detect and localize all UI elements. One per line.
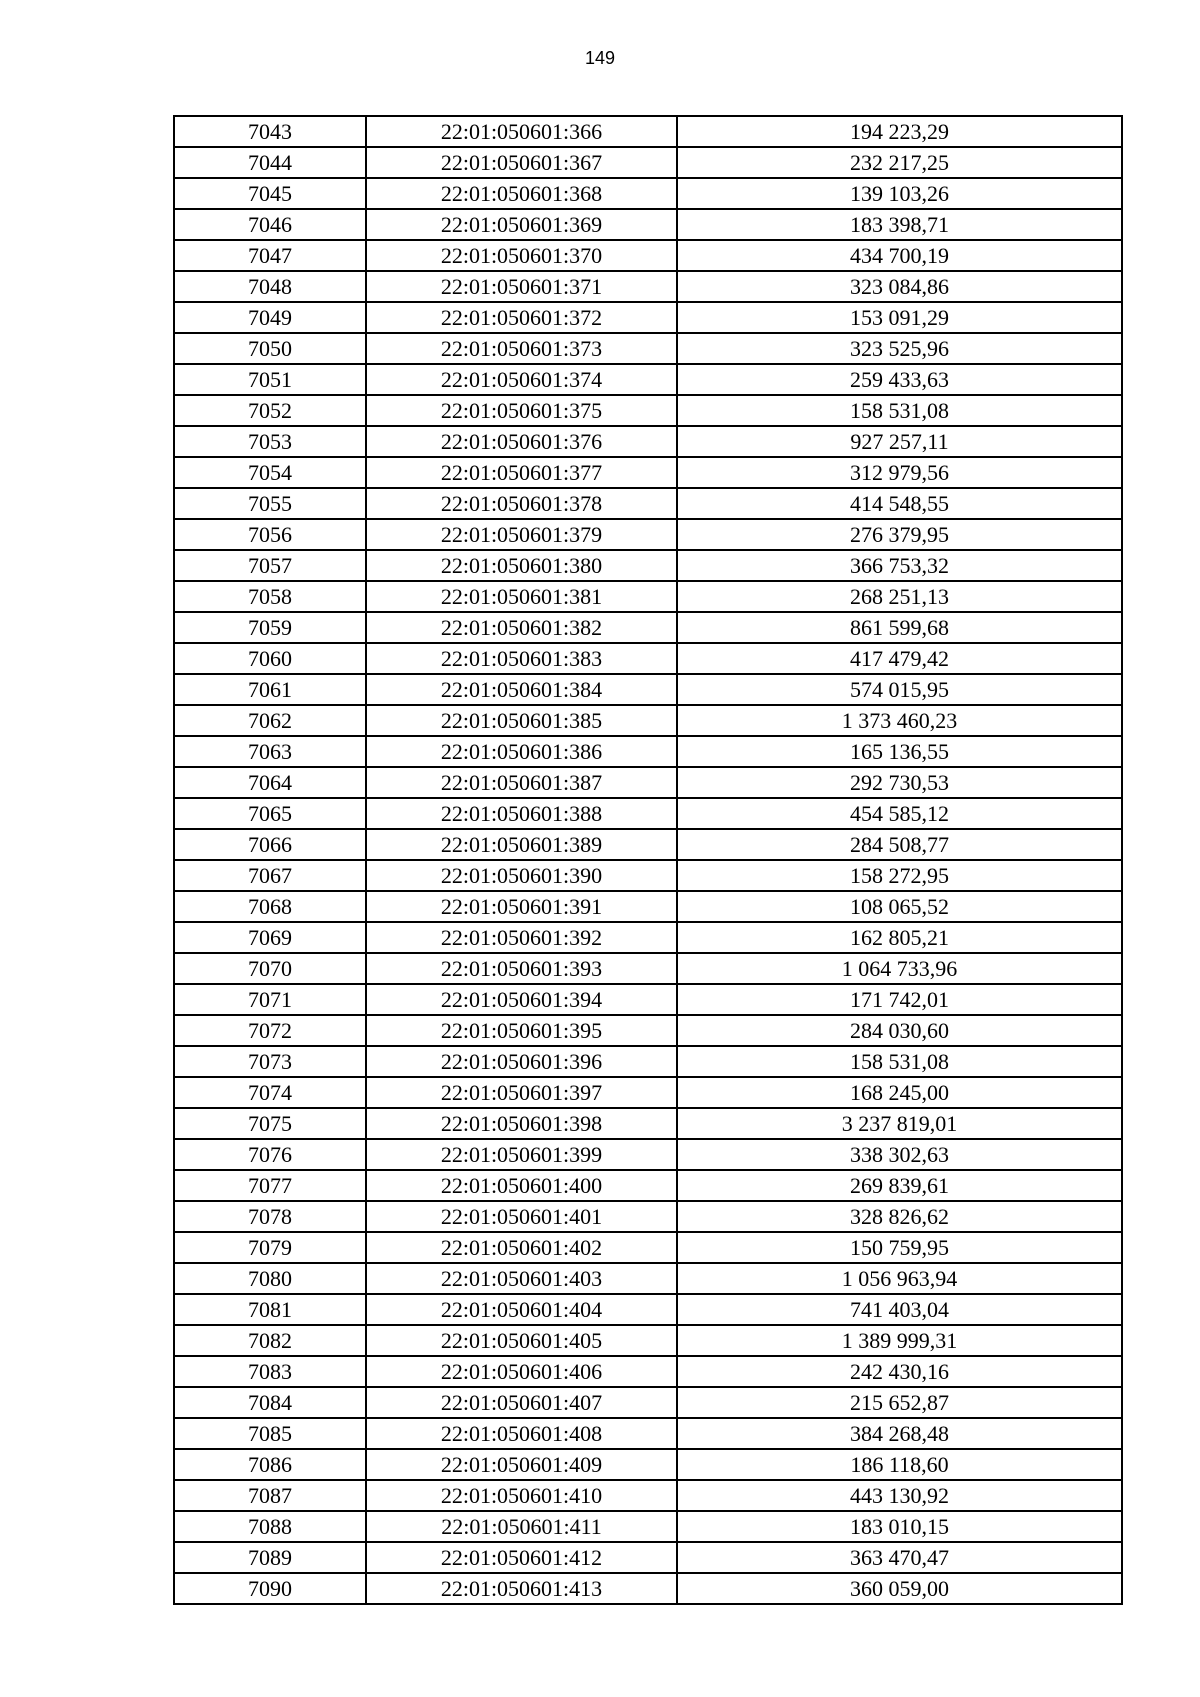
table-row xyxy=(174,333,1122,364)
row-number-cell: 7051 xyxy=(174,364,366,395)
table-row xyxy=(174,209,1122,240)
row-number-cell: 7090 xyxy=(174,1573,366,1604)
table-row xyxy=(174,798,1122,829)
table-row xyxy=(174,736,1122,767)
row-number-cell: 7073 xyxy=(174,1046,366,1077)
row-number-cell: 7076 xyxy=(174,1139,366,1170)
amount-cell: 927 257,11 xyxy=(677,426,1122,457)
amount-cell: 284 508,77 xyxy=(677,829,1122,860)
amount-cell: 158 531,08 xyxy=(677,1046,1122,1077)
cadastral-number-cell: 22:01:050601:368 xyxy=(366,178,677,209)
cadastral-number-cell: 22:01:050601:370 xyxy=(366,240,677,271)
cadastral-number-cell: 22:01:050601:402 xyxy=(366,1232,677,1263)
cadastral-number-cell: 22:01:050601:375 xyxy=(366,395,677,426)
row-number-cell: 7071 xyxy=(174,984,366,1015)
table-row xyxy=(174,240,1122,271)
cadastral-number-cell: 22:01:050601:406 xyxy=(366,1356,677,1387)
table-row xyxy=(174,1418,1122,1449)
table-row xyxy=(174,1201,1122,1232)
table-row xyxy=(174,1449,1122,1480)
table-row xyxy=(174,643,1122,674)
cadastral-number-cell: 22:01:050601:410 xyxy=(366,1480,677,1511)
amount-cell: 158 531,08 xyxy=(677,395,1122,426)
amount-cell: 328 826,62 xyxy=(677,1201,1122,1232)
amount-cell: 443 130,92 xyxy=(677,1480,1122,1511)
amount-cell: 414 548,55 xyxy=(677,488,1122,519)
cadastral-number-cell: 22:01:050601:378 xyxy=(366,488,677,519)
cadastral-number-cell: 22:01:050601:386 xyxy=(366,736,677,767)
amount-cell: 434 700,19 xyxy=(677,240,1122,271)
amount-cell: 242 430,16 xyxy=(677,1356,1122,1387)
table-row xyxy=(174,116,1122,147)
row-number-cell: 7070 xyxy=(174,953,366,984)
amount-cell: 312 979,56 xyxy=(677,457,1122,488)
cadastral-number-cell: 22:01:050601:389 xyxy=(366,829,677,860)
cadastral-number-cell: 22:01:050601:369 xyxy=(366,209,677,240)
table-row xyxy=(174,705,1122,736)
table-row xyxy=(174,1542,1122,1573)
cadastral-number-cell: 22:01:050601:387 xyxy=(366,767,677,798)
row-number-cell: 7048 xyxy=(174,271,366,302)
amount-cell: 276 379,95 xyxy=(677,519,1122,550)
table-row xyxy=(174,1015,1122,1046)
cadastral-number-cell: 22:01:050601:382 xyxy=(366,612,677,643)
table-row xyxy=(174,1077,1122,1108)
amount-cell: 323 084,86 xyxy=(677,271,1122,302)
table-row xyxy=(174,767,1122,798)
row-number-cell: 7065 xyxy=(174,798,366,829)
cadastral-number-cell: 22:01:050601:383 xyxy=(366,643,677,674)
row-number-cell: 7089 xyxy=(174,1542,366,1573)
row-number-cell: 7056 xyxy=(174,519,366,550)
cadastral-number-cell: 22:01:050601:384 xyxy=(366,674,677,705)
row-number-cell: 7088 xyxy=(174,1511,366,1542)
amount-cell: 574 015,95 xyxy=(677,674,1122,705)
table-row xyxy=(174,1480,1122,1511)
cadastral-number-cell: 22:01:050601:397 xyxy=(366,1077,677,1108)
row-number-cell: 7058 xyxy=(174,581,366,612)
row-number-cell: 7084 xyxy=(174,1387,366,1418)
table-row xyxy=(174,1325,1122,1356)
table-row xyxy=(174,860,1122,891)
table-row xyxy=(174,395,1122,426)
row-number-cell: 7046 xyxy=(174,209,366,240)
row-number-cell: 7072 xyxy=(174,1015,366,1046)
row-number-cell: 7083 xyxy=(174,1356,366,1387)
row-number-cell: 7060 xyxy=(174,643,366,674)
table-row xyxy=(174,829,1122,860)
row-number-cell: 7055 xyxy=(174,488,366,519)
amount-cell: 162 805,21 xyxy=(677,922,1122,953)
cadastral-number-cell: 22:01:050601:412 xyxy=(366,1542,677,1573)
amount-cell: 215 652,87 xyxy=(677,1387,1122,1418)
amount-cell: 363 470,47 xyxy=(677,1542,1122,1573)
cadastral-number-cell: 22:01:050601:395 xyxy=(366,1015,677,1046)
table-row xyxy=(174,178,1122,209)
table-row xyxy=(174,1387,1122,1418)
cadastral-number-cell: 22:01:050601:400 xyxy=(366,1170,677,1201)
cadastral-number-cell: 22:01:050601:404 xyxy=(366,1294,677,1325)
table-row xyxy=(174,426,1122,457)
row-number-cell: 7079 xyxy=(174,1232,366,1263)
row-number-cell: 7054 xyxy=(174,457,366,488)
table-row xyxy=(174,302,1122,333)
row-number-cell: 7080 xyxy=(174,1263,366,1294)
table-row xyxy=(174,1294,1122,1325)
data-table xyxy=(173,115,1123,1605)
row-number-cell: 7045 xyxy=(174,178,366,209)
cadastral-number-cell: 22:01:050601:413 xyxy=(366,1573,677,1604)
amount-cell: 366 753,32 xyxy=(677,550,1122,581)
cadastral-number-cell: 22:01:050601:376 xyxy=(366,426,677,457)
row-number-cell: 7068 xyxy=(174,891,366,922)
row-number-cell: 7050 xyxy=(174,333,366,364)
table-row xyxy=(174,674,1122,705)
amount-cell: 269 839,61 xyxy=(677,1170,1122,1201)
amount-cell: 153 091,29 xyxy=(677,302,1122,333)
table-row xyxy=(174,271,1122,302)
cadastral-number-cell: 22:01:050601:411 xyxy=(366,1511,677,1542)
amount-cell: 454 585,12 xyxy=(677,798,1122,829)
cadastral-number-cell: 22:01:050601:379 xyxy=(366,519,677,550)
amount-cell: 338 302,63 xyxy=(677,1139,1122,1170)
row-number-cell: 7082 xyxy=(174,1325,366,1356)
cadastral-number-cell: 22:01:050601:394 xyxy=(366,984,677,1015)
amount-cell: 323 525,96 xyxy=(677,333,1122,364)
row-number-cell: 7077 xyxy=(174,1170,366,1201)
table-row xyxy=(174,612,1122,643)
cadastral-number-cell: 22:01:050601:371 xyxy=(366,271,677,302)
row-number-cell: 7074 xyxy=(174,1077,366,1108)
table-row xyxy=(174,984,1122,1015)
table-row xyxy=(174,1170,1122,1201)
table-row xyxy=(174,1046,1122,1077)
table-row xyxy=(174,922,1122,953)
amount-cell: 284 030,60 xyxy=(677,1015,1122,1046)
cadastral-number-cell: 22:01:050601:407 xyxy=(366,1387,677,1418)
row-number-cell: 7059 xyxy=(174,612,366,643)
row-number-cell: 7049 xyxy=(174,302,366,333)
amount-cell: 168 245,00 xyxy=(677,1077,1122,1108)
cadastral-number-cell: 22:01:050601:401 xyxy=(366,1201,677,1232)
row-number-cell: 7078 xyxy=(174,1201,366,1232)
amount-cell: 183 010,15 xyxy=(677,1511,1122,1542)
amount-cell: 360 059,00 xyxy=(677,1573,1122,1604)
cadastral-number-cell: 22:01:050601:366 xyxy=(366,116,677,147)
table-row xyxy=(174,953,1122,984)
cadastral-number-cell: 22:01:050601:408 xyxy=(366,1418,677,1449)
amount-cell: 194 223,29 xyxy=(677,116,1122,147)
row-number-cell: 7081 xyxy=(174,1294,366,1325)
cadastral-number-cell: 22:01:050601:405 xyxy=(366,1325,677,1356)
table-row xyxy=(174,488,1122,519)
row-number-cell: 7061 xyxy=(174,674,366,705)
amount-cell: 108 065,52 xyxy=(677,891,1122,922)
cadastral-number-cell: 22:01:050601:393 xyxy=(366,953,677,984)
row-number-cell: 7043 xyxy=(174,116,366,147)
amount-cell: 292 730,53 xyxy=(677,767,1122,798)
table-body xyxy=(174,116,1122,1604)
amount-cell: 268 251,13 xyxy=(677,581,1122,612)
table-row xyxy=(174,519,1122,550)
amount-cell: 150 759,95 xyxy=(677,1232,1122,1263)
row-number-cell: 7053 xyxy=(174,426,366,457)
cadastral-number-cell: 22:01:050601:380 xyxy=(366,550,677,581)
amount-cell: 3 237 819,01 xyxy=(677,1108,1122,1139)
cadastral-number-cell: 22:01:050601:398 xyxy=(366,1108,677,1139)
amount-cell: 1 064 733,96 xyxy=(677,953,1122,984)
cadastral-number-cell: 22:01:050601:385 xyxy=(366,705,677,736)
row-number-cell: 7052 xyxy=(174,395,366,426)
row-number-cell: 7047 xyxy=(174,240,366,271)
cadastral-number-cell: 22:01:050601:388 xyxy=(366,798,677,829)
cadastral-number-cell: 22:01:050601:374 xyxy=(366,364,677,395)
amount-cell: 171 742,01 xyxy=(677,984,1122,1015)
cadastral-number-cell: 22:01:050601:403 xyxy=(366,1263,677,1294)
table-row xyxy=(174,1511,1122,1542)
cadastral-number-cell: 22:01:050601:373 xyxy=(366,333,677,364)
table-row xyxy=(174,1139,1122,1170)
row-number-cell: 7066 xyxy=(174,829,366,860)
table-row xyxy=(174,147,1122,178)
cadastral-number-cell: 22:01:050601:381 xyxy=(366,581,677,612)
table-row xyxy=(174,1232,1122,1263)
table-row xyxy=(174,1108,1122,1139)
amount-cell: 165 136,55 xyxy=(677,736,1122,767)
cadastral-number-cell: 22:01:050601:390 xyxy=(366,860,677,891)
row-number-cell: 7044 xyxy=(174,147,366,178)
row-number-cell: 7069 xyxy=(174,922,366,953)
amount-cell: 183 398,71 xyxy=(677,209,1122,240)
amount-cell: 1 056 963,94 xyxy=(677,1263,1122,1294)
amount-cell: 259 433,63 xyxy=(677,364,1122,395)
table-row xyxy=(174,364,1122,395)
amount-cell: 139 103,26 xyxy=(677,178,1122,209)
table-row xyxy=(174,1263,1122,1294)
row-number-cell: 7087 xyxy=(174,1480,366,1511)
table-row xyxy=(174,891,1122,922)
amount-cell: 186 118,60 xyxy=(677,1449,1122,1480)
cadastral-number-cell: 22:01:050601:372 xyxy=(366,302,677,333)
amount-cell: 1 389 999,31 xyxy=(677,1325,1122,1356)
table-row xyxy=(174,550,1122,581)
amount-cell: 232 217,25 xyxy=(677,147,1122,178)
row-number-cell: 7064 xyxy=(174,767,366,798)
table-row xyxy=(174,1573,1122,1604)
cadastral-number-cell: 22:01:050601:409 xyxy=(366,1449,677,1480)
cadastral-number-cell: 22:01:050601:396 xyxy=(366,1046,677,1077)
row-number-cell: 7063 xyxy=(174,736,366,767)
cadastral-number-cell: 22:01:050601:392 xyxy=(366,922,677,953)
row-number-cell: 7067 xyxy=(174,860,366,891)
table-row xyxy=(174,457,1122,488)
row-number-cell: 7057 xyxy=(174,550,366,581)
amount-cell: 741 403,04 xyxy=(677,1294,1122,1325)
row-number-cell: 7085 xyxy=(174,1418,366,1449)
row-number-cell: 7075 xyxy=(174,1108,366,1139)
amount-cell: 861 599,68 xyxy=(677,612,1122,643)
cadastral-number-cell: 22:01:050601:377 xyxy=(366,457,677,488)
amount-cell: 158 272,95 xyxy=(677,860,1122,891)
amount-cell: 417 479,42 xyxy=(677,643,1122,674)
amount-cell: 384 268,48 xyxy=(677,1418,1122,1449)
cadastral-number-cell: 22:01:050601:399 xyxy=(366,1139,677,1170)
amount-cell: 1 373 460,23 xyxy=(677,705,1122,736)
table-row xyxy=(174,581,1122,612)
page-number: 149 xyxy=(584,48,616,68)
cadastral-number-cell: 22:01:050601:391 xyxy=(366,891,677,922)
table-row xyxy=(174,1356,1122,1387)
row-number-cell: 7062 xyxy=(174,705,366,736)
row-number-cell: 7086 xyxy=(174,1449,366,1480)
cadastral-number-cell: 22:01:050601:367 xyxy=(366,147,677,178)
